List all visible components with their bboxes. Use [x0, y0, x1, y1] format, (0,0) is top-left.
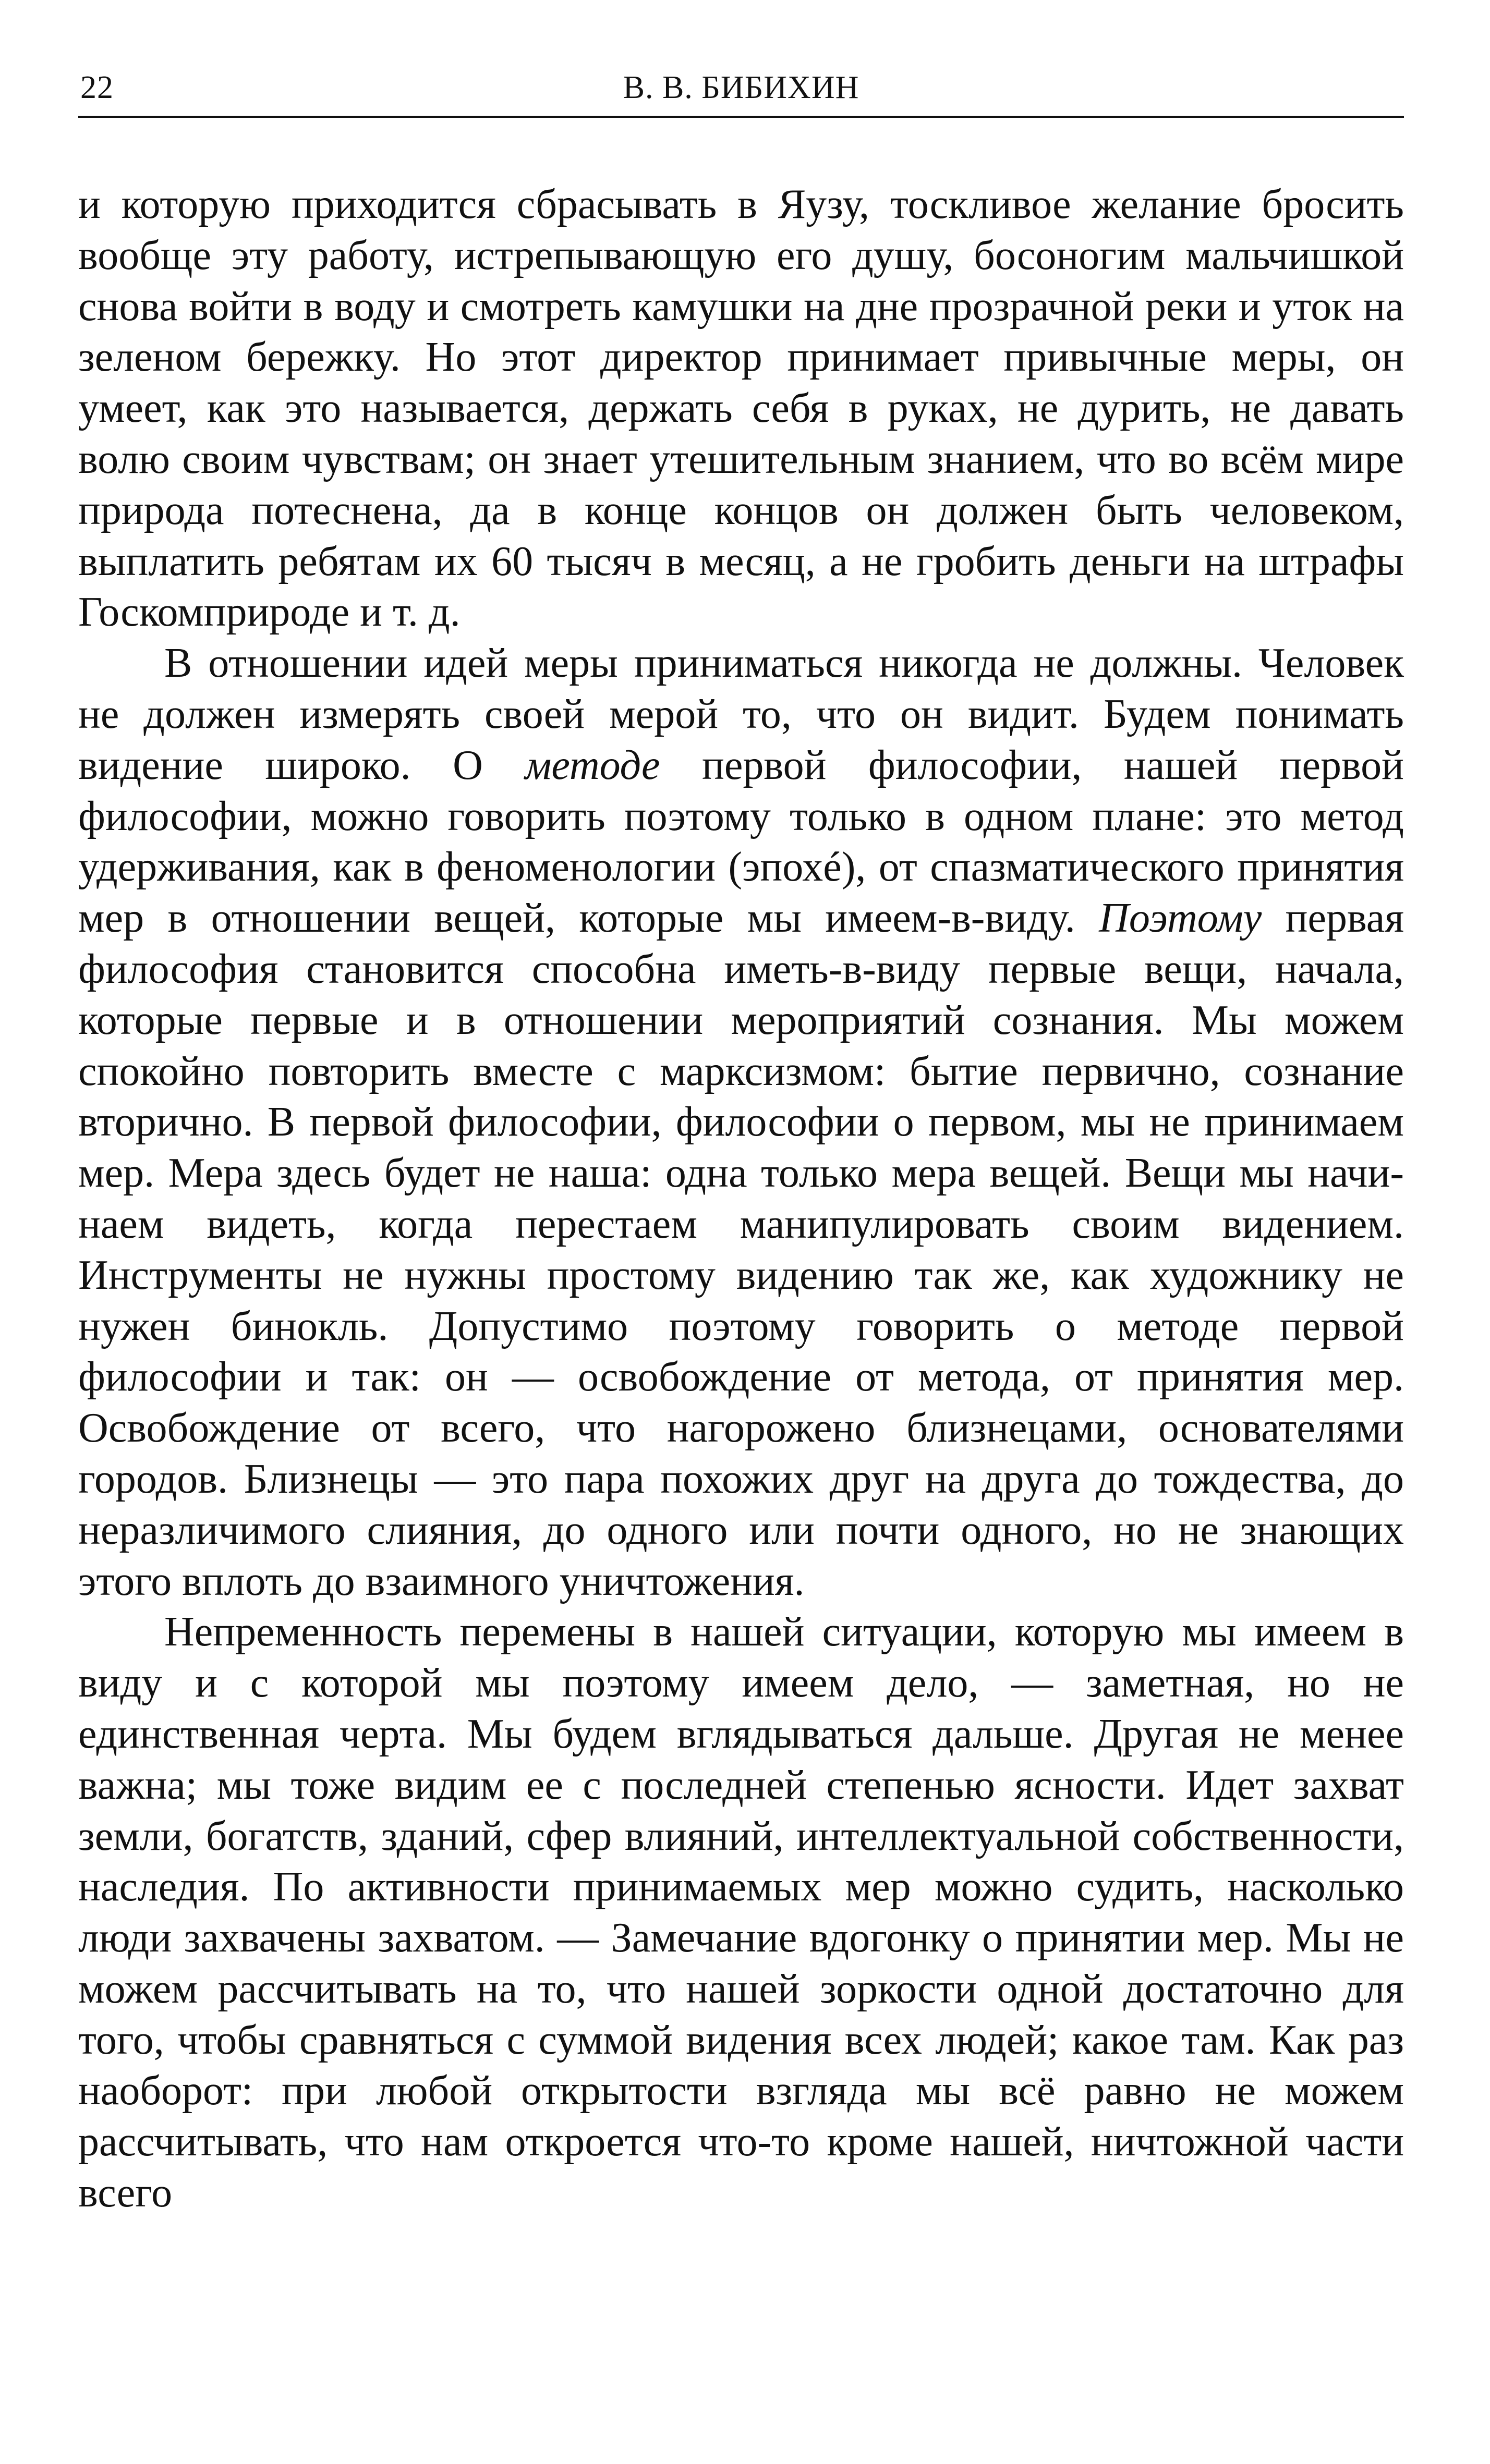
paragraph-2-text-b: первой философии, нашей первой философии, можно говорить поэтому только в одном плане: это метод удерживания, как в феноменологии (эпохé), от спазматического принятия мер в отношении вещей, которые мы имеем-в-виду. [78, 742, 1404, 942]
paragraph-1 [78, 179, 1404, 638]
paragraph-3 [78, 1607, 1404, 2219]
paragraph-2-text-c: первая философия становится способна иметь-в-виду первые вещи, начала, которые первые и в отношении мероприятий сознания. Мы можем спокойно повторить вместе с марксизмом: бытие первично, сознание вторично. В первой философии, философии о первом, мы не принимаем мер. Мера здесь будет не наша: одна только мера вещей. Вещи мы начинаем видеть, когда перестаем манипулировать своим видением. Инструменты не нужны простому видению так же, как художнику не нужен бинокль. Допустимо поэтому говорить о методе первой философии и так: он — освобождение от метода, от принятия мер. Освобождение от всего, что нагорожено близнецами, основателями городов. Близнецы — это пара похожих друг на друга до тождества, до неразличимого слияния, до одного или почти одного, но не знающих этого вплоть до взаимного уничтожения. [78, 895, 1404, 1604]
running-head [78, 62, 1404, 114]
page-number: 22 [80, 70, 114, 105]
paragraph-1-text: и которую приходится сбрасывать в Яузу, тоскливое желание бросить вообще эту работу, истрепывающую его душу, босоногим мальчишкой снова войти в воду и смотреть камушки на дне прозрачной реки и уток на зеленом бережку. Но этот директор принимает привычные меры, он умеет, как это называется, держать себя в руках, не дурить, не давать волю своим чувствам; он знает утешительным знанием, что во всём мире природа потеснена, да в конце концов он должен быть человеком, выплатить ребятам их 60 тысяч в месяц, а не гробить деньги на штрафы Госкомприроде и т. д. [78, 181, 1404, 636]
header-rule [78, 116, 1404, 118]
paragraph-2 [78, 638, 1404, 1607]
paragraph-3-text: Непременность перемены в нашей ситуации, которую мы имеем в виду и с которой мы поэтому имеем дело, — заметная, но не единственная черта. Мы будем вглядываться дальше. Другая не менее важна; мы тоже видим ее с последней степенью ясности. Идет захват земли, богатств, зданий, сфер влияний, интеллектуальной собственности, наследия. По активности принимаемых мер можно судить, насколько люди захвачены захватом. — Замечание вдогонку о принятии мер. Мы не можем рассчитывать на то, что нашей зоркости одной достаточно для того, чтобы сравняться с суммой видения всех людей; какое там. Как раз наоборот: при любой открытости взгляда мы всё равно не можем рассчитывать, что нам откроется что-то кроме нашей, ничтожной части всего [78, 1609, 1404, 2216]
body-text [78, 179, 1404, 2219]
paragraph-2-text-a: В отношении идей меры приниматься никогда не должны. Человек не должен измерять своей мерой то, что он видит. Будем понимать видение широко. О [78, 640, 1404, 788]
paragraph-2-italic-poetomu: Поэтому [1099, 895, 1262, 942]
paragraph-2-italic-metode: методе [525, 742, 660, 788]
running-head-author: В. В. БИБИХИН [623, 70, 859, 105]
book-page [78, 62, 1404, 2216]
